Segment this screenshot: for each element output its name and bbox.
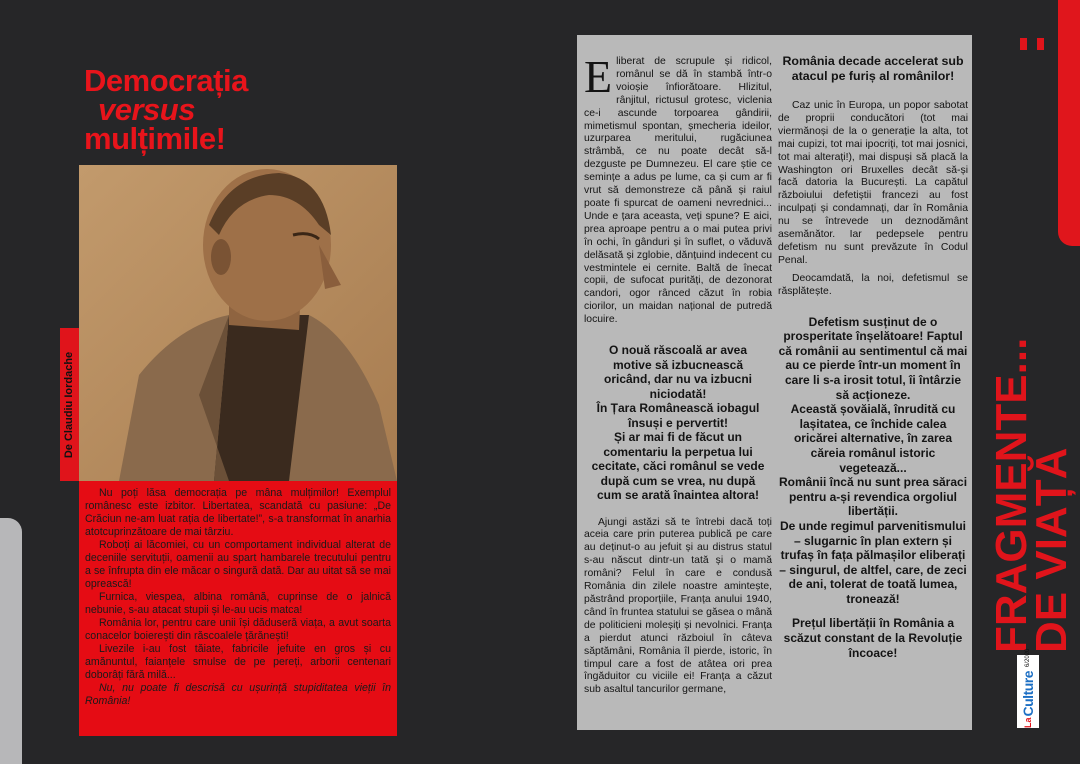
- title-line-1: Democrația: [84, 63, 248, 98]
- intro-paragraph-6: Nu, nu poate fi descrisă cu ușurință stupiditatea vieții în România!: [85, 682, 391, 707]
- section-title-line-1: FRAGMENTE...: [987, 337, 1036, 653]
- issue-number: 6/2020: [1025, 648, 1031, 667]
- column-2-heading: România decade accelerat sub atacul pe furiș al românilor!: [782, 54, 964, 83]
- pull-quote-3: Și ar mai fi de făcut un comentariu la perpetua lui cecitate, căci românul se vede după cum se vrea, nu după cum se arată înaintea altora!: [591, 430, 765, 503]
- title-line-2: versus: [98, 92, 195, 127]
- section-title-line-2: DE VIAȚĂ: [1027, 447, 1076, 653]
- column-1-paragraph-2: Ajungi astăzi să te întrebi dacă toți aceia care prin puterea publică pe care au deținut-o au jefuit și au distrus statul s-au născut dintr-un tată și o mamă români? Felul în care e condusă România din zilele noastre amintește, păstrând proporțiile, Franța anului 1940, când în fruntea statului se găsea o mână de politicieni moleșiți și nevolnici. Franța a pierdut atunci războiul în câteva săptămâni, România îl pierde, istoric, în timpul care a fost de atâtea ori prea îngăduitor cu viciile ei! Franța a căzut sub asaltul tancurilor germane,: [584, 516, 772, 696]
- intro-paragraph-3: Furnica, viespea, albina română, cuprinse de o jalnică nebunie, s-au atacat stupii și le-au ucis matca!: [85, 591, 391, 616]
- column-1: [584, 51, 772, 702]
- column-2-paragraph-1: Caz unic în Europa, un popor sabotat de proprii conducători (tot mai viermănoși de la o generație la alta, tot mai cupizi, tot mai ipocriți, tot mai josnici, tot mai alterați!), mai dispuși să placă la Washington ori Bruxelles decât să-și facă datoria la București. La capătul războiului defetiștii francezi au fost inculpați și condamnați, dar în România nu se întrevede un deznodământ asemănător. Iar pedepsele pentru defetism nu sunt prevăzute în Codul Penal.: [778, 100, 968, 266]
- page-edge-tab-left: [0, 518, 22, 764]
- title-line-3: mulțimile!: [84, 121, 226, 156]
- page-edge-tab-right: [1058, 0, 1080, 246]
- column-2: [778, 54, 968, 660]
- intro-paragraph-1: Nu poți lăsa democrația pe mâna mulțimilor! Exemplul românesc este izbitor. Libertatea, scandată cu pasiune: „De Crăciun ne-am luat rația de libertate!”, s-a transformat în anarhia atotcuprinzătoare de mai târziu.: [85, 487, 391, 538]
- intro-paragraph-2: Roboți ai lăcomiei, cu un comportament individual alterat de deceniile servituții, oamenii au spart hambarele trecutului pentru a se înfrupta din ele măcar o singură dată. Dar au uitat să se mai oprească!: [85, 539, 391, 590]
- column-2-paragraph-2: Deocamdată, la noi, defetismul se răsplătește.: [778, 272, 968, 297]
- author-portrait-photo: [79, 165, 397, 481]
- pull-quote-8: Prețul libertății în România a scăzut constant de la Revoluție încoace!: [783, 616, 963, 660]
- pull-quote-4: Defetism susținut de o prosperitate înșelătoare! Faptul că românii au sentimentul că mai au ce pierde într-un moment în care li s-a irosit totul, îi întârzie să acționeze.: [778, 314, 968, 402]
- byline: [60, 328, 79, 481]
- intro-paragraph-4: România lor, pentru care unii își dăduseră viața, a avut soarta conacelor boierești din răscoalele țărănești!: [85, 617, 391, 642]
- intro-paragraph-5: Livezile i-au fost tăiate, fabricile jefuite en gros și cu amănuntul, faianțele smulse de pe pereți, arborii centenari doborâți fără milă...: [85, 643, 391, 681]
- pull-quote-1: O nouă răscoală ar avea motive să izbucnească oricând, dar nu va izbucni niciodată!: [603, 343, 753, 401]
- pull-quote-7: De unde regimul parvenitismului – slugarnic în plan extern și trufaș în fața pălmașilor eliberați – singurul, de altfel, care, de zeci de ani, tolerat de toată lumea, tronează!: [779, 518, 967, 606]
- pull-quote-6: Românii încă nu sunt prea săraci pentru a-și revendica orgoliul libertății.: [778, 475, 968, 519]
- pull-quote-2: În Țara Românească iobagul însuși e pervertit!: [596, 401, 760, 430]
- byline-text: De Claudiu Iordache: [63, 351, 76, 458]
- pull-quote-5: Această șovăială, înrudită cu lașitatea, ce închide calea oricărei alternative, în zarea căreia românul istoric vegetează...: [790, 402, 956, 475]
- section-title-vertical: [982, 318, 1076, 653]
- logo-prefix: La: [1023, 717, 1033, 728]
- drop-cap: E: [584, 51, 613, 102]
- column-2-pull-quote: [778, 315, 968, 661]
- column-1-paragraph-1: [584, 51, 772, 327]
- magazine-logo: [1017, 648, 1039, 728]
- column-1-paragraph-1-text: liberat de scrupule și ridicol, românul se dă în stambă într-o voioșie înfiorătoare. Hlizitul, rânjitul, rictusul grotesc, viclenia ce-i ascunde torpoarea gândirii, mimetismul spontan, șmecheria ideilor, uzurparea meritului, rugăciunea strâmbă, ce nu poate decât să-l dezguste pe Dumnezeu. El care știe ce semințe a adus pe lume, ca și cum ar fi vrut să demonstreze că până și raiul poate fi spurcat de oameni nevrednici... Unde e țara aceasta, veți spune? E aici, prea aproape pentru a o mai putea privi în ochi, în gânduri și în suflet, o văduvă delăsată și zglobie, dănțuind indecent cu vestmintele ei cernite. Baltă de înecat copii, de sufocat purități, de dezonorat candori, ogor rânced căzut în robia ciorilor, un maidan național de putredă locuire.: [584, 56, 772, 326]
- intro-box: [79, 481, 397, 736]
- column-1-pull-quote: [590, 343, 766, 503]
- logo-name: Culture: [1020, 670, 1036, 717]
- article-title: [84, 63, 248, 156]
